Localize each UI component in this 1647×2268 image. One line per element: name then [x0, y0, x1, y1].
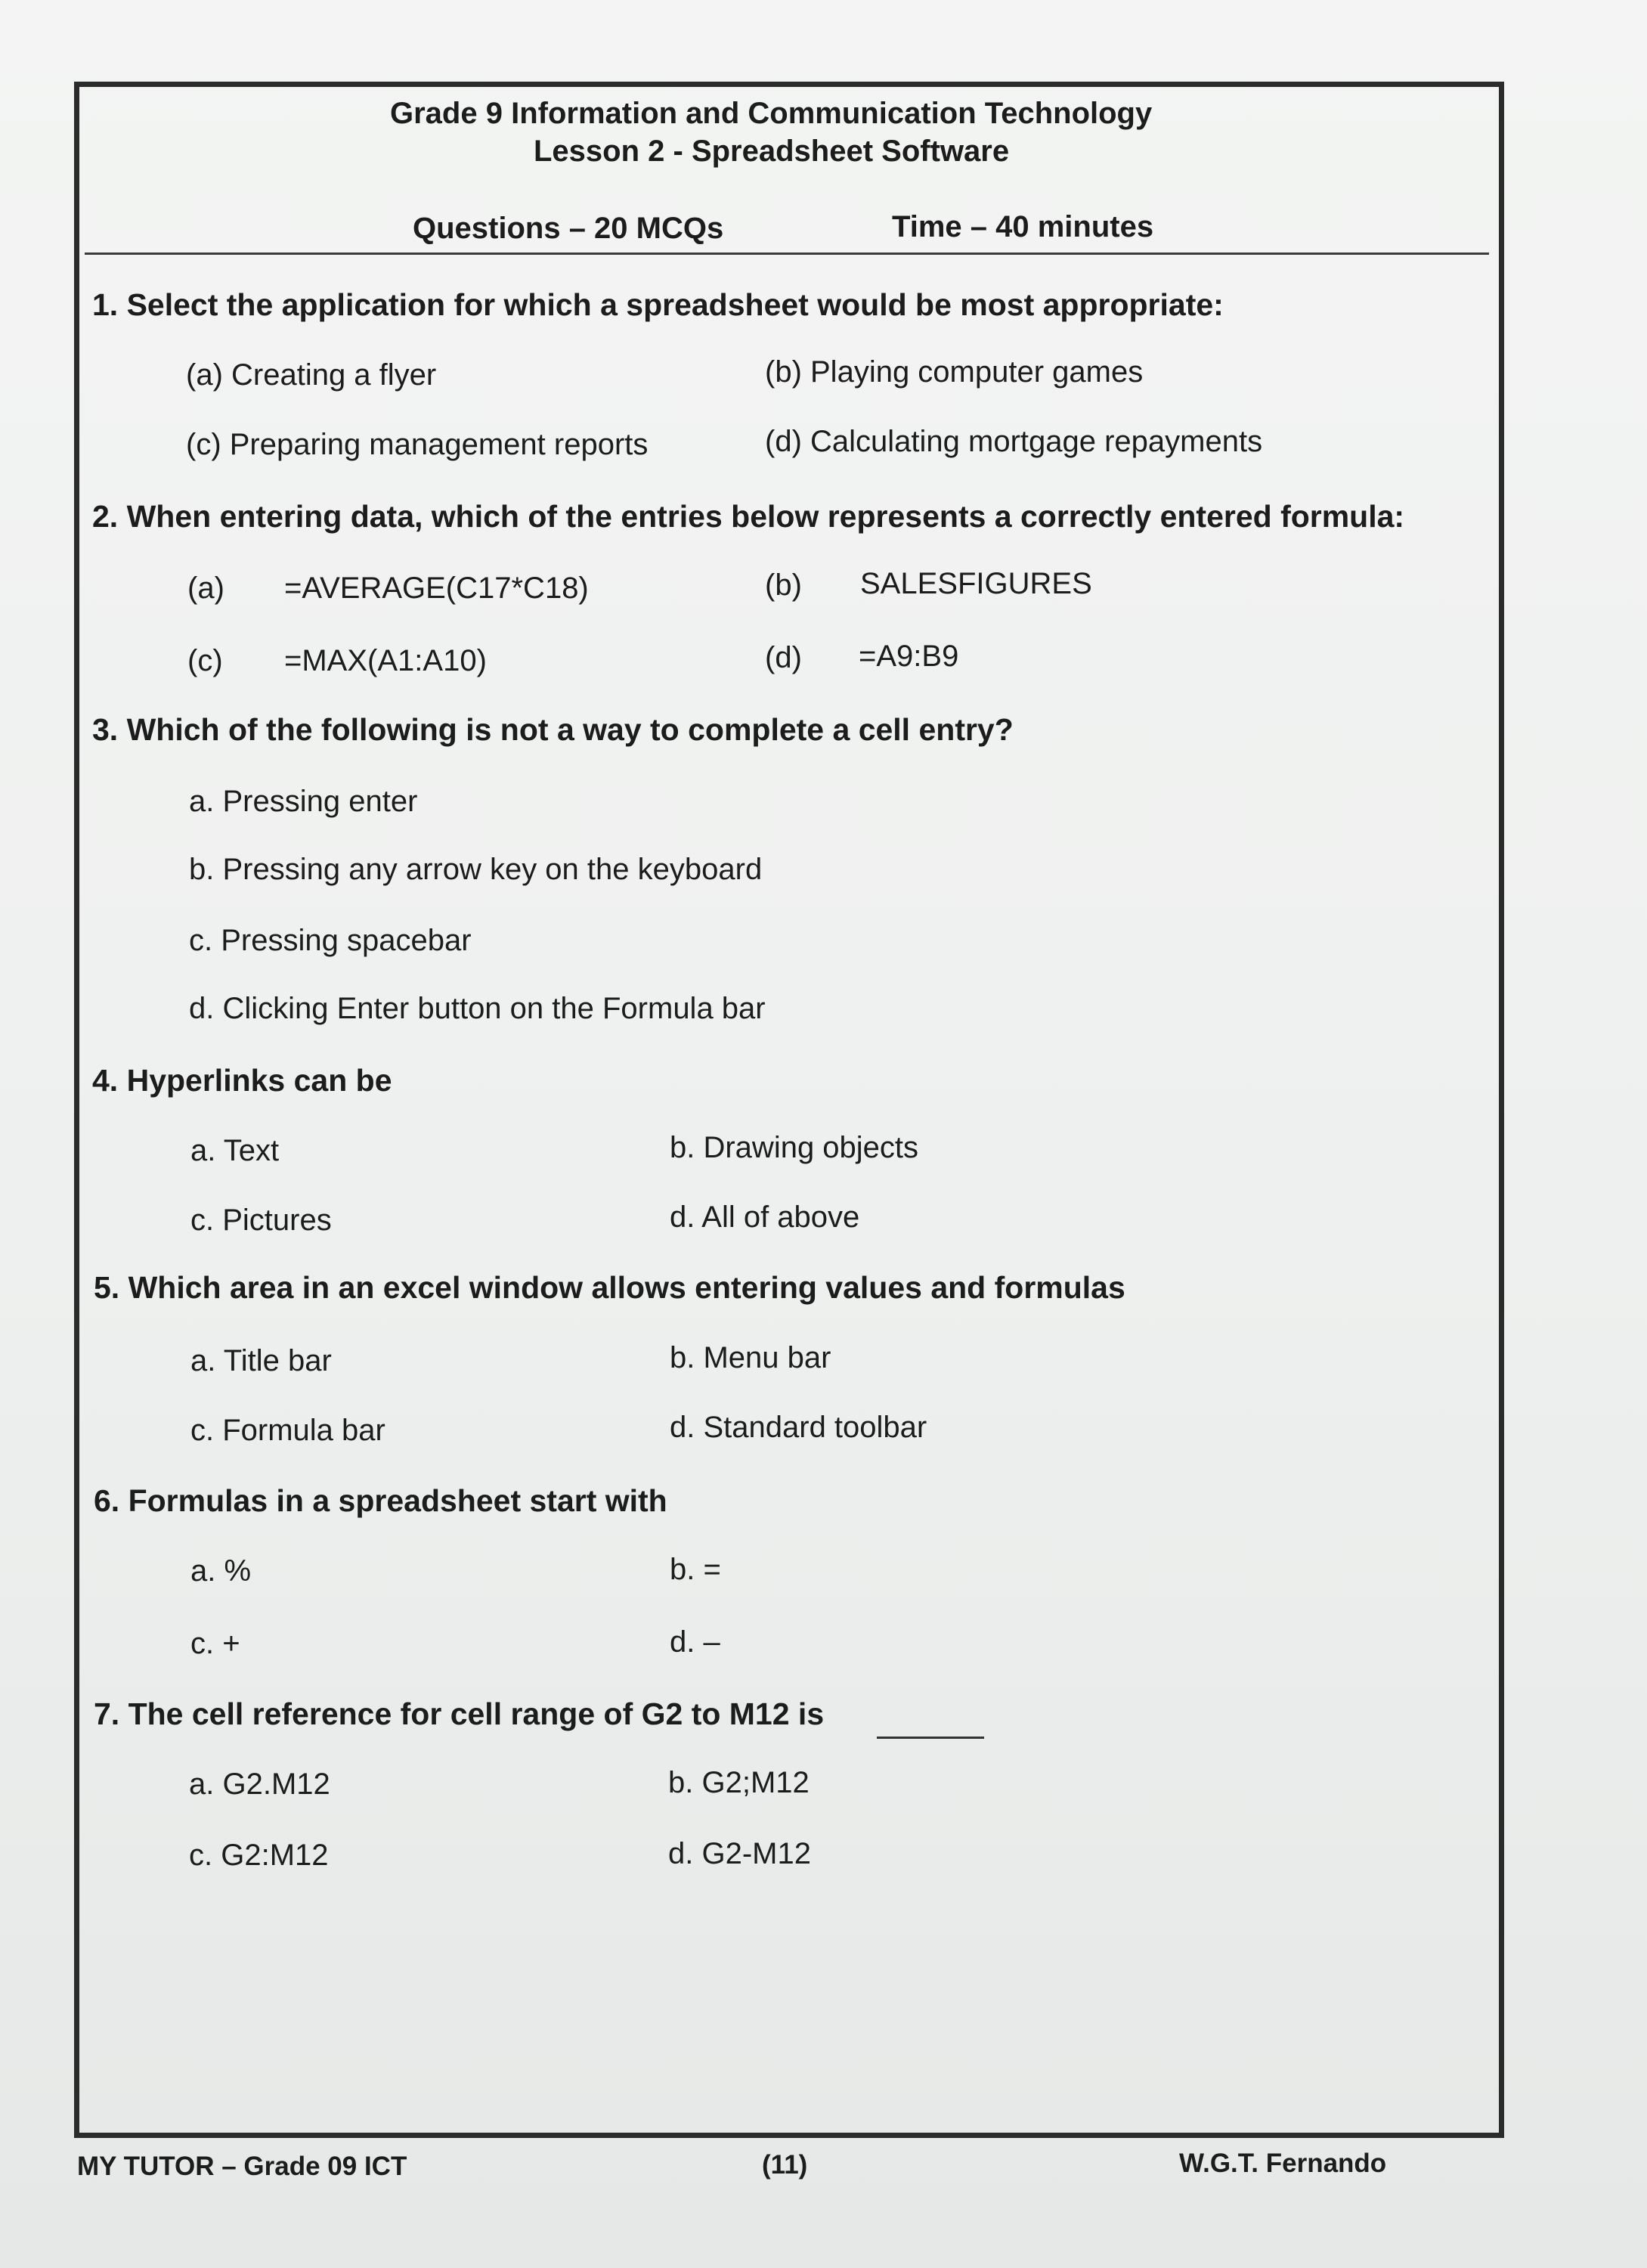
q7-option-b: b. G2;M12	[668, 1766, 810, 1799]
q5-option-b: b. Menu bar	[670, 1341, 831, 1374]
q6-option-c: c. +	[190, 1627, 240, 1660]
q3-option-a: a. Pressing enter	[189, 785, 418, 818]
question-1: 1. Select the application for which a spreadsheet would be most appropriate:	[92, 287, 1224, 322]
q7-option-d: d. G2-M12	[668, 1837, 811, 1870]
q3-option-b: b. Pressing any arrow key on the keyboard	[189, 853, 763, 886]
answer-blank-line	[877, 1737, 984, 1739]
q7-option-a: a. G2.M12	[189, 1768, 330, 1801]
q5-option-a: a. Title bar	[190, 1344, 332, 1377]
q2-option-a-letter: (a)	[187, 572, 224, 605]
question-count: Questions – 20 MCQs	[413, 212, 724, 245]
q3-option-c: c. Pressing spacebar	[189, 924, 472, 957]
q5-option-c: c. Formula bar	[190, 1414, 385, 1447]
question-3: 3. Which of the following is not a way to complete a cell entry?	[92, 712, 1014, 747]
q6-option-a: a. %	[190, 1554, 252, 1588]
footer-source: MY TUTOR – Grade 09 ICT	[77, 2152, 407, 2181]
q1-option-d: (d) Calculating mortgage repayments	[765, 425, 1263, 458]
q5-option-d: d. Standard toolbar	[670, 1411, 927, 1444]
q1-option-c: (c) Preparing management reports	[186, 428, 649, 461]
q2-option-d-letter: (d)	[765, 641, 802, 674]
page-number: (11)	[762, 2150, 808, 2180]
q2-option-d-value: =A9:B9	[859, 640, 959, 673]
question-4: 4. Hyperlinks can be	[92, 1063, 392, 1098]
q2-option-b-letter: (b)	[765, 569, 802, 602]
q2-option-a-value: =AVERAGE(C17*C18)	[284, 572, 589, 605]
q4-option-d: d. All of above	[670, 1201, 860, 1234]
q6-option-d: d. –	[670, 1625, 720, 1659]
footer-author: W.G.T. Fernando	[1179, 2149, 1387, 2178]
q1-option-b: (b) Playing computer games	[765, 355, 1144, 389]
question-2: 2. When entering data, which of the entries below represents a correctly entered formula:	[92, 499, 1405, 534]
q2-option-c-letter: (c)	[187, 644, 223, 677]
q7-option-c: c. G2:M12	[189, 1839, 329, 1872]
q2-option-b-value: SALESFIGURES	[860, 567, 1092, 600]
q6-option-b: b. =	[670, 1553, 721, 1586]
q3-option-d: d. Clicking Enter button on the Formula bar	[189, 992, 766, 1025]
question-6: 6. Formulas in a spreadsheet start with	[94, 1483, 667, 1518]
q4-option-a: a. Text	[190, 1134, 280, 1167]
question-7: 7. The cell reference for cell range of G2 to M12 is	[94, 1696, 825, 1731]
q4-option-c: c. Pictures	[190, 1204, 332, 1237]
header-divider	[85, 253, 1489, 255]
time-allowed: Time – 40 minutes	[892, 210, 1154, 243]
q2-option-c-value: =MAX(A1:A10)	[284, 644, 487, 677]
lesson-title: Lesson 2 - Spreadsheet Software	[534, 135, 1010, 168]
question-5: 5. Which area in an excel window allows entering values and formulas	[94, 1270, 1125, 1305]
q4-option-b: b. Drawing objects	[670, 1131, 919, 1164]
document-title: Grade 9 Information and Communication Technology	[390, 97, 1153, 130]
q1-option-a: (a) Creating a flyer	[186, 358, 437, 392]
